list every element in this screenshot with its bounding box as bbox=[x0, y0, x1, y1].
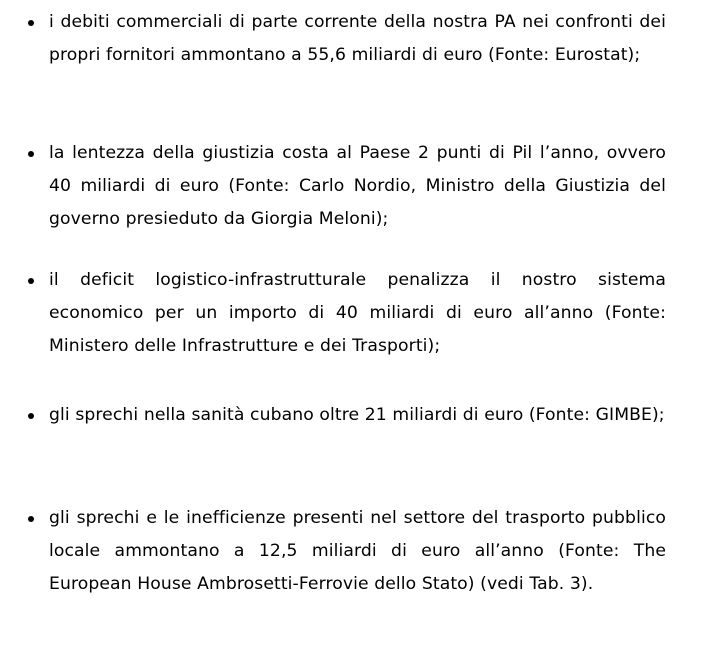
bullet-icon bbox=[28, 278, 34, 284]
list-item-text: i debiti commerciali di parte corrente della nostra PA nei confronti dei propri fornitori ammontano a 55,6 miliardi di euro (Fonte: Eurostat); bbox=[49, 12, 666, 65]
list-item-text: il deficit logistico-infrastrutturale penalizza il nostro sistema economico per un importo di 40 miliardi di euro all’anno (Fonte: Ministero delle Infrastrutture e dei Trasporti); bbox=[49, 270, 666, 356]
list-item-text: la lentezza della giustizia costa al Paese 2 punti di Pil l’anno, ovvero 40 miliardi di euro (Fonte: Carlo Nordio, Ministro della Giustizia del governo presieduto da Giorgia Meloni); bbox=[49, 143, 666, 229]
list-item-text: gli sprechi nella sanità cubano oltre 21 miliardi di euro (Fonte: GIMBE); bbox=[49, 405, 665, 425]
bullet-icon bbox=[28, 20, 34, 26]
bullet-icon bbox=[28, 413, 34, 419]
bullet-icon bbox=[28, 516, 34, 522]
bullet-icon bbox=[28, 151, 34, 157]
list-item-text: gli sprechi e le inefficienze presenti nel settore del trasporto pubblico locale ammontano a 12,5 miliardi di euro all’anno (Fonte: The European House Ambrosetti-Ferrovie dello Stato) (vedi Tab. 3). bbox=[49, 508, 666, 594]
